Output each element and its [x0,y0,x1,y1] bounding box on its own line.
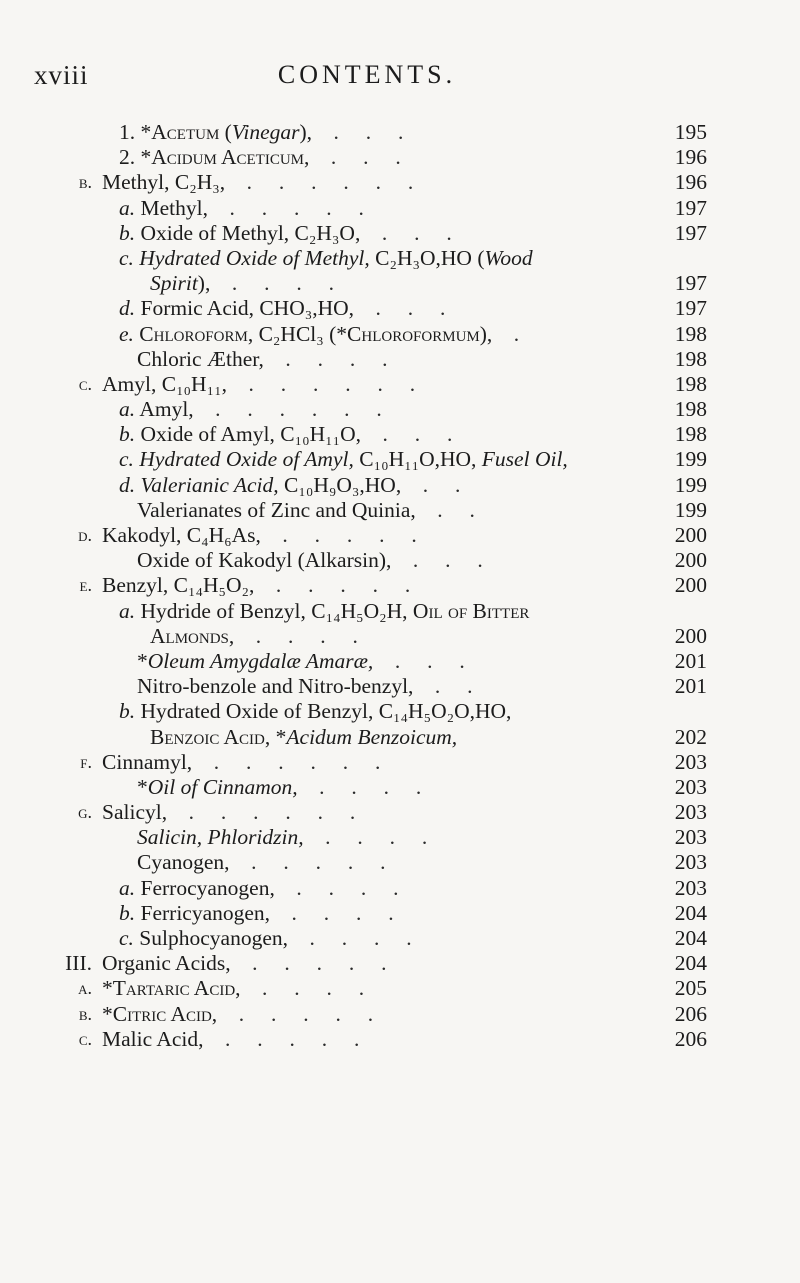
entry-title [119,322,519,347]
entry-text-segment: Hydrated Oxide of Amyl, [133,447,354,472]
entry-text-segment: Spirit [150,271,198,296]
entry-title [137,674,473,699]
entry-text-segment: Organic Acids, [102,951,231,976]
toc-entry [0,271,800,296]
entry-text-segment: Oxide of Methyl, C₂H₃O, [135,220,361,245]
toc-entry [0,447,800,472]
entry-text-segment: Salicyl, [102,800,168,825]
page-ref: 200 [674,623,707,648]
entry-text-segment: C₂H₃O,HO ( [369,245,485,270]
page-ref: 199 [674,497,707,522]
entry-text-segment: Vinegar [231,120,300,144]
entry-text-segment: Amyl, [135,397,194,422]
page-ref: 200 [674,523,707,547]
dot-leader: . . . . . [203,1026,360,1051]
entry-text-segment: Hydrated Oxide of Benzyl, C₁₄H₅O₂O,HO, [135,699,512,724]
toc-entry [0,145,800,170]
running-title: CONTENTS. [277,60,457,89]
page-ref: 195 [674,120,707,144]
dot-leader: . . . [354,296,446,321]
page-ref: 202 [674,724,707,749]
page-ref: 196 [674,170,707,195]
entry-text-segment: Methyl, C₂H₃, [102,170,226,195]
page-ref: 198 [674,371,707,396]
page-ref: 197 [674,296,707,321]
page-ref: 204 [674,951,707,976]
entry-title [102,1002,373,1027]
page-ref: 197 [674,271,707,296]
page-ref: 197 [674,195,707,220]
page-ref: 198 [674,422,707,447]
dot-leader: . . . . . . [193,397,382,422]
entry-title [137,347,388,372]
entry-text-segment: Acidum Benzoicum, [286,724,458,749]
entry-text-segment: * [137,774,148,799]
toc-entry [0,246,800,271]
entry-text-segment: Valerianic Acid, [135,472,279,497]
toc-entry [0,170,800,195]
entry-text-segment: , * [264,724,287,749]
page-ref: 203 [674,825,707,850]
entry-title [119,145,401,170]
entry-title [119,447,568,472]
entry-text-segment: C₁₀H₁₁O,HO, [353,447,477,472]
dot-leader: . . [413,674,473,699]
toc-entry [0,120,800,145]
dot-leader: . . . . . . [225,170,414,195]
entry-title [102,372,415,397]
entry-title [137,775,421,800]
entry-title [119,196,364,221]
section-marker: c. [78,1028,92,1049]
entry-text-segment: Cyanogen, [137,850,230,875]
entry-text-segment: Sulphocyanogen, [133,926,288,950]
page-ref: 204 [674,900,707,925]
toc-entry [0,473,800,498]
section-marker: III. [65,951,92,976]
entry-text-segment: *Citric Acid, [102,1001,218,1026]
toc-entry [0,775,800,800]
entry-text-segment: Ferrocyanogen, [135,875,275,900]
dot-leader: . . . . . . [192,749,381,774]
page-ref: 199 [674,447,707,472]
toc-entry [0,674,800,699]
entry-text-segment: b. [119,220,136,245]
page-ref: 206 [674,1026,707,1051]
entry-text-segment: Kakodyl, C₄H₆As, [102,523,261,547]
section-marker: g. [78,802,92,823]
entry-text-segment: Wood [484,245,533,270]
dot-leader: . . . [373,648,465,673]
toc-entry [0,850,800,875]
entry-text-segment: Benzyl, C₁₄H₅O₂, [102,573,255,598]
dot-leader: . . [415,497,475,522]
entry-title [119,120,403,145]
section-marker: d. [78,525,92,545]
entry-text-segment: a. [119,397,136,422]
entry-title [102,573,410,598]
entry-title [119,699,511,724]
entry-title [102,800,355,825]
entry-title [137,825,427,850]
table-of-contents [0,120,800,1052]
entry-title [102,523,417,548]
toc-entry [0,296,800,321]
entry-text-segment: C₁₀H₉O₃,HO, [278,472,402,497]
section-marker: b. [78,1003,92,1024]
toc-entry [0,422,800,447]
page-ref: 197 [674,220,707,245]
dot-leader: . . . . . . [167,800,356,825]
toc-entry [0,926,800,951]
entry-text-segment: Oil of Bitter [412,598,530,623]
entry-text-segment: Oil of Cinnamon, [147,774,298,799]
entry-title [102,1027,359,1052]
page-ref: 206 [674,1001,707,1026]
section-marker: a. [78,978,92,999]
toc-entry [0,347,800,372]
entry-text-segment: Oxide of Amyl, C₁₀H₁₁O, [135,422,361,447]
entry-title [119,876,398,901]
entry-text-segment: Hydride of Benzyl, C₁₄H₅O₂H, [135,598,413,623]
dot-leader: . . . . [303,825,428,850]
dot-leader: . . . . [240,976,365,1001]
page-ref: 203 [674,800,707,825]
entry-text-segment: , C₂HCl₃ ( [247,321,337,346]
page-ref: 198 [674,321,707,346]
entry-text-segment: Methyl, [135,195,208,220]
entry-text-segment: Oxide of Kakodyl (Alkarsin), [137,548,392,573]
toc-entry [0,599,800,624]
page-ref: 203 [674,749,707,774]
entry-title [137,649,465,674]
entry-text-segment: d. [119,472,136,497]
entry-title [137,498,475,523]
page-ref: 198 [674,346,707,371]
toc-entry [0,800,800,825]
entry-title [119,473,460,498]
page-ref: 204 [674,926,707,950]
entry-title [137,850,385,875]
dot-leader: . . . . [234,623,358,648]
toc-entry [0,750,800,775]
entry-text-segment: Valerianates of Zinc and Quinia, [137,497,416,522]
entry-text-segment: Chloroform [133,321,248,346]
entry-text-segment: Benzoic Acid [150,724,265,749]
entry-title [119,422,452,447]
entry-title [119,926,412,951]
entry-text-segment: ( [219,120,232,144]
entry-text-segment: ), [479,321,493,346]
dot-leader: . . . [360,220,452,245]
dot-leader: . . . . . [230,951,387,976]
entry-title [119,296,445,321]
entry-text-segment: Oleum Amygdalæ Amaræ, [147,648,374,673]
toc-entry [0,397,800,422]
page-ref: 200 [674,548,707,573]
dot-leader: . . . . [270,900,394,925]
page-ref: 198 [674,397,707,422]
section-marker: b. [78,172,92,193]
entry-title [102,170,413,195]
entry-title [102,976,364,1001]
entry-text-segment: Salicin, Phloridzin, [137,825,304,850]
entry-text-segment: c. [119,926,134,950]
page-ref: 199 [674,472,707,497]
entry-text-segment: 2. [119,145,141,170]
entry-text-segment: Ferricyanogen, [135,900,271,925]
dot-leader: . . [401,472,461,497]
entry-text-segment: ), [299,120,313,144]
page-ref: 205 [674,976,707,1001]
dot-leader: . [492,321,520,346]
section-marker: f. [80,751,92,772]
entry-title [119,901,394,926]
toc-entry [0,976,800,1001]
dot-leader: . . . . . [260,523,417,547]
toc-entry [0,372,800,397]
section-marker: c. [78,373,92,394]
entry-text-segment: Nitro-benzole and Nitro-benzyl, [137,674,414,699]
dot-leader: . . . . . [254,573,411,598]
toc-entry [0,725,800,750]
toc-entry [0,825,800,850]
dot-leader: . . . . [263,346,388,371]
page-ref: 196 [674,145,707,170]
entry-text-segment: *Tartaric Acid, [102,976,241,1001]
entry-text-segment: *Acetum [140,120,220,144]
entry-text-segment: 1. [119,120,141,144]
entry-title [150,725,457,750]
entry-title [137,548,483,573]
entry-title [119,221,452,246]
entry-text-segment: Fusel Oil, [476,447,568,472]
page-ref: 201 [674,648,707,673]
dot-leader: . . . . [210,271,334,296]
dot-leader: . . . . [274,875,399,900]
entry-text-segment: e. [119,321,134,346]
page-header [34,60,700,94]
entry-text-segment: b. [119,422,136,447]
entry-title [119,397,382,422]
page-number: xviii [34,60,89,90]
toc-entry [0,876,800,901]
entry-title [119,599,529,624]
entry-title [150,271,334,296]
entry-text-segment: a. [119,195,136,220]
dot-leader: . . . [309,145,401,170]
toc-entry [0,699,800,724]
dot-leader: . . . . . . [226,371,416,396]
page-ref: 203 [674,774,707,799]
entry-text-segment: Malic Acid, [102,1026,204,1051]
entry-text-segment: d. [119,296,136,321]
dot-leader: . . . [361,422,453,447]
entry-text-segment: Hydrated Oxide of Methyl, [133,245,370,270]
entry-text-segment: Formic Acid, CHO₃,HO, [135,296,355,321]
dot-leader: . . . . [297,774,422,799]
page-ref: 203 [674,850,707,875]
entry-text-segment: *Chloroformum [336,321,480,346]
entry-text-segment: c. [119,245,134,270]
page-ref: 201 [674,674,707,699]
entry-text-segment: Amyl, C₁₀H₁₁, [102,371,227,396]
entry-text-segment: b. [119,900,136,925]
section-marker: e. [79,575,92,596]
dot-leader: . . . [391,548,483,573]
entry-text-segment: *Acidum Aceticum, [140,145,310,170]
entry-text-segment: Cinnamyl, [102,749,193,774]
toc-entry [0,1027,800,1052]
toc-entry [0,548,800,573]
entry-title [102,750,380,775]
toc-entry [0,649,800,674]
entry-text-segment: Chloric Æther, [137,346,264,371]
dot-leader: . . . . . [217,1001,374,1026]
toc-entry [0,624,800,649]
entry-text-segment: * [137,648,148,673]
toc-entry [0,196,800,221]
entry-title [119,246,533,271]
dot-leader: . . . . . [207,195,364,220]
toc-entry [0,322,800,347]
entry-text-segment: a. [119,875,136,900]
dot-leader: . . . . [287,926,412,950]
toc-entry [0,498,800,523]
entry-text-segment: a. [119,598,136,623]
dot-leader: . . . . . [229,850,386,875]
entry-title [150,624,358,649]
dot-leader: . . . [312,120,404,144]
entry-text-segment: ), [197,271,211,296]
entry-text-segment: b. [119,699,136,724]
toc-entry [0,573,800,598]
page-ref: 200 [674,573,707,598]
toc-entry [0,901,800,926]
entry-text-segment: c. [119,447,134,472]
toc-entry [0,523,800,548]
page-ref: 203 [674,875,707,900]
toc-entry [0,221,800,246]
toc-entry [0,951,800,976]
toc-entry [0,1002,800,1027]
entry-text-segment: Almonds, [150,623,235,648]
entry-title [102,951,386,976]
